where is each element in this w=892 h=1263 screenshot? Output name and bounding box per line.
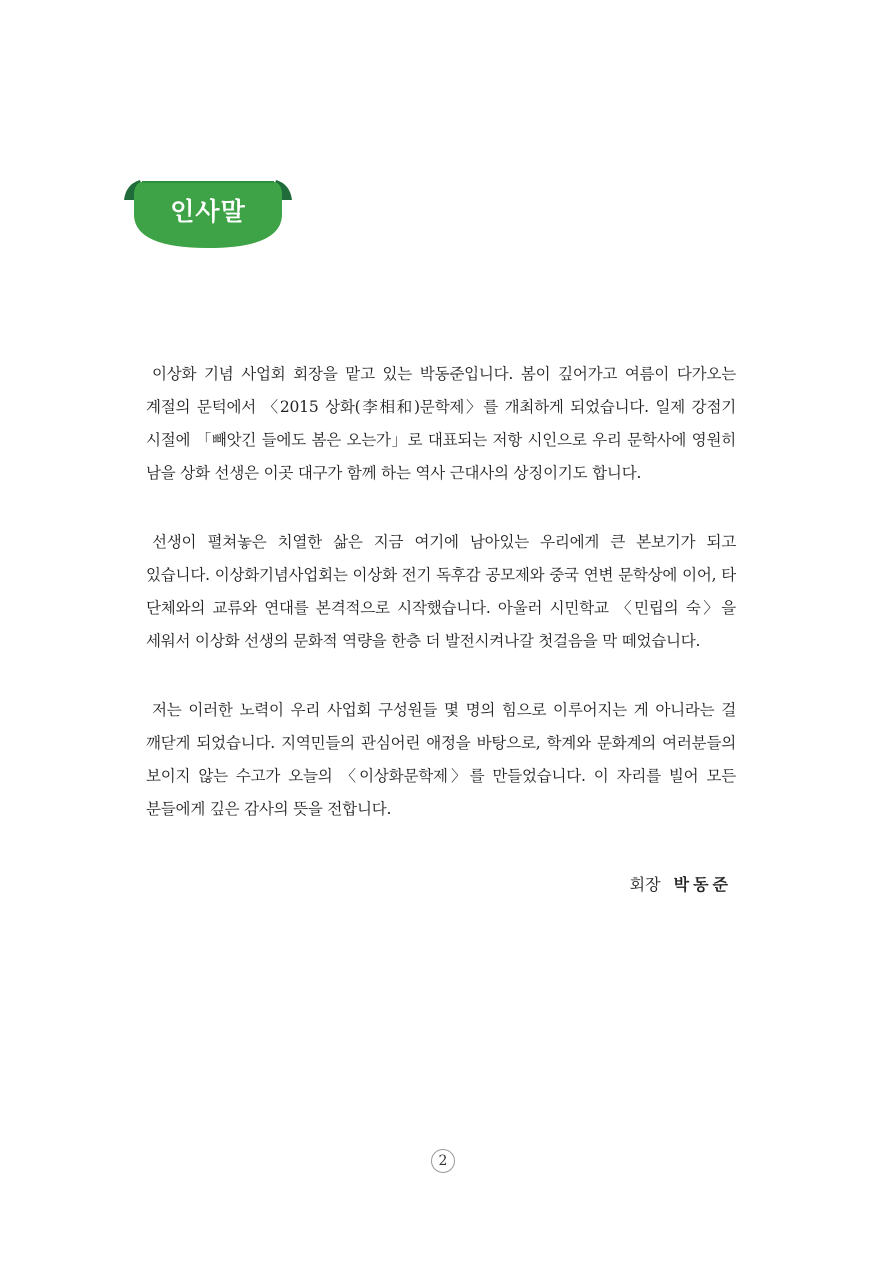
signature [630,872,732,895]
signature-name: 박동준 [673,875,732,894]
paragraph-1: 이상화 기념 사업회 회장을 맡고 있는 박동준입니다. 봄이 깊어가고 여름이 다가오는 계절의 문턱에서 〈2015 상화(李相和)문학제〉를 개최하게 되었습니다. 일제 강점기 시절에 「빼앗긴 들에도 봄은 오는가」로 대표되는 저항 시인으로 우리 문학사에 영원히 남을 상화 선생은 이곳 대구가 함께 하는 역사 근대사의 상징이기도 합니다. [146,365,736,482]
page-title: 인사말 [170,197,246,226]
paragraph-2: 선생이 펼쳐놓은 치열한 삶은 지금 여기에 남아있는 우리에게 큰 본보기가 되고 있습니다. 이상화기념사업회는 이상화 전기 독후감 공모제와 중국 연변 문학상에 이어, 타 단체와의 교류와 연대를 본격적으로 시작했습니다. 아울러 시민학교 〈민립의 숙〉을 세워서 이상화 선생의 문화적 역량을 한층 더 발전시켜나갈 첫걸음을 막 떼었습니다. [146,533,736,650]
page-number: 2 [431,1149,455,1173]
signature-role: 회장 [629,875,661,894]
paragraph-3: 저는 이러한 노력이 우리 사업회 구성원들 몇 명의 힘으로 이루어지는 게 아니라는 걸 깨닫게 되었습니다. 지역민들의 관심어린 애정을 바탕으로, 학계와 문화계의 여러분들의 보이지 않는 수고가 오늘의 〈이상화문학제〉를 만들었습니다. 이 자리를 빌어 모든 분들에게 깊은 감사의 뜻을 전합니다. [146,701,736,818]
title-badge [120,178,296,250]
greeting-body [146,358,736,862]
